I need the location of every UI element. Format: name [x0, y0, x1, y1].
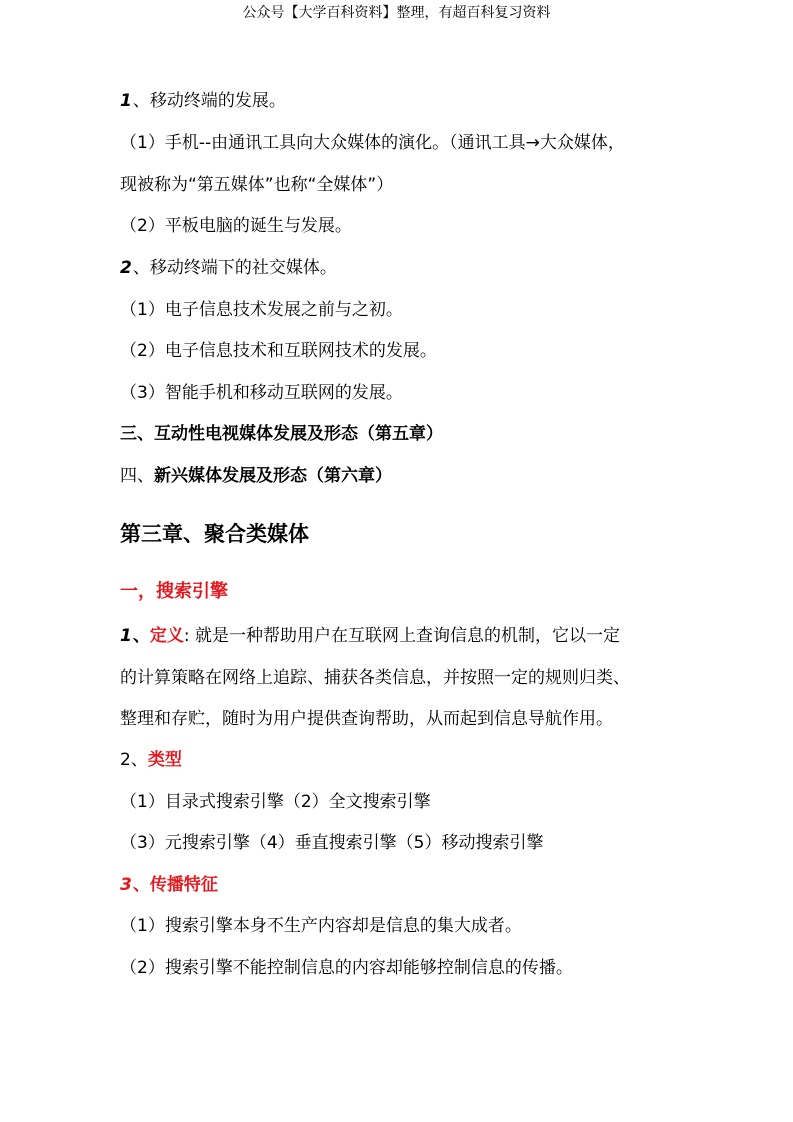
heading-prefix: 四、 — [120, 466, 154, 486]
paragraph-line: 的计算策略在网络上追踪、捕获各类信息，并按照一定的规则归类、 — [120, 668, 630, 688]
paragraph-line: 现被称为“第五媒体”也称“全媒体”） — [120, 175, 394, 195]
item-number: 3 — [120, 875, 132, 895]
item-separator: 、 — [132, 626, 150, 646]
paragraph-line: （2）搜索引擎不能控制信息的内容却能够控制信息的传播。 — [120, 958, 573, 978]
list-item — [120, 748, 182, 772]
list-item — [120, 256, 337, 280]
paragraph-line: （1）电子信息技术发展之前与之初。 — [120, 300, 403, 320]
page-header: 公众号【大学百科资料】整理，有超百科复习资料 — [242, 5, 551, 21]
definition-line — [120, 624, 620, 648]
chapter-title: 第三章、聚合类媒体 — [120, 522, 309, 546]
paragraph-line: （3）元搜索引擎（4）垂直搜索引擎（5）移动搜索引擎 — [120, 833, 544, 853]
paragraph-line: （3）智能手机和移动互联网的发展。 — [120, 383, 403, 403]
paragraph-line: （2）平板电脑的诞生与发展。 — [120, 216, 352, 236]
list-item — [120, 89, 286, 113]
item-prefix: 2、 — [120, 750, 148, 770]
heading-text: 新兴媒体发展及形态（第六章） — [154, 466, 392, 486]
definition-text: : 就是一种帮助用户在互联网上查询信息的机制，它以一定 — [183, 626, 620, 646]
list-item — [120, 873, 218, 897]
paragraph-line: （1）目录式搜索引擎（2）全文搜索引擎 — [120, 792, 431, 812]
item-number: 2 — [120, 258, 132, 278]
item-text: 、移动终端的发展。 — [132, 91, 286, 111]
item-separator: 、 — [132, 875, 150, 895]
paragraph-line: （1）搜索引擎本身不生产内容却是信息的集大成者。 — [120, 916, 522, 936]
section-heading: 三、互动性电视媒体发展及形态（第五章） — [120, 424, 443, 444]
item-text: 、移动终端下的社交媒体。 — [132, 258, 337, 278]
item-number: 1 — [120, 91, 132, 111]
item-number: 1 — [120, 626, 132, 646]
definition-label: 定义 — [149, 626, 184, 646]
item-label: 传播特征 — [149, 875, 218, 895]
item-label: 类型 — [147, 750, 182, 770]
paragraph-line: 整理和存贮，随时为用户提供查询帮助，从而起到信息导航作用。 — [120, 709, 613, 729]
paragraph-line: （1）手机--由通讯工具向大众媒体的演化。（通讯工具→大众媒体， — [120, 133, 625, 153]
section-title: 一，搜索引擎 — [120, 581, 228, 602]
section-heading — [120, 464, 392, 488]
paragraph-line: （2）电子信息技术和互联网技术的发展。 — [120, 341, 437, 361]
